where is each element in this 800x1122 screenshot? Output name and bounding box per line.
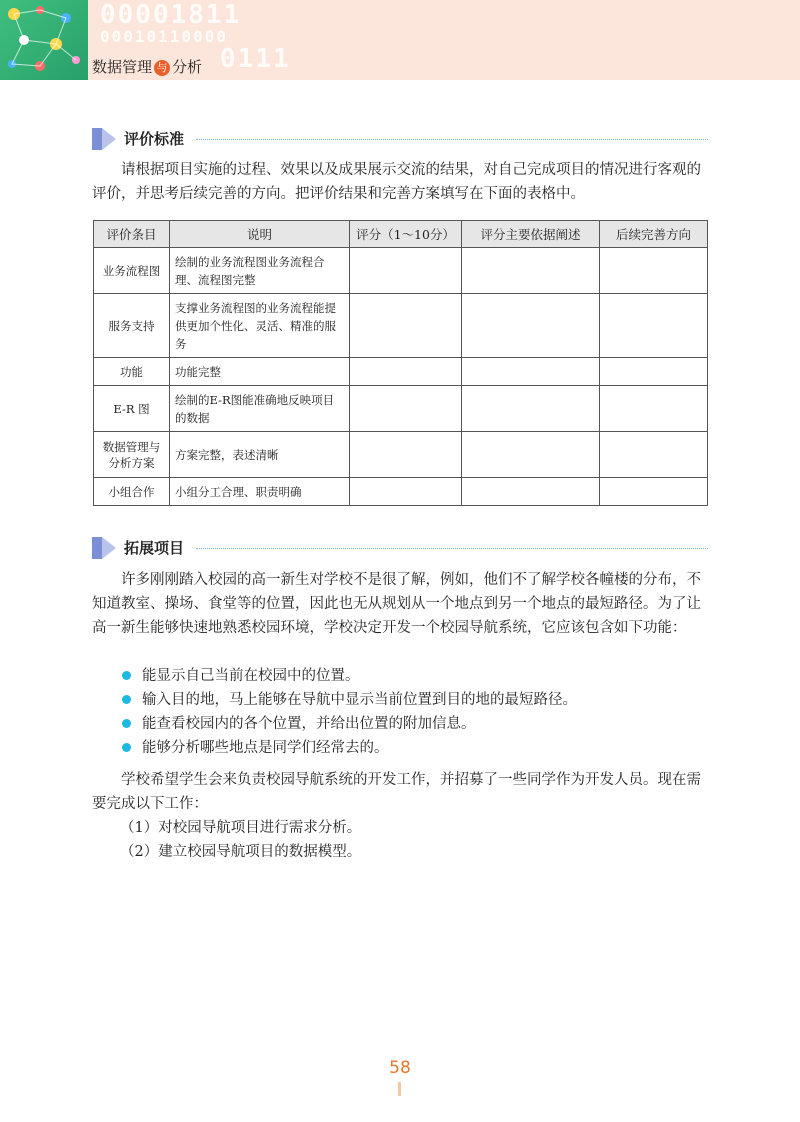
heading-divider: [196, 139, 708, 140]
eval-item: 服务支持: [94, 294, 170, 358]
column-header: 评价条目: [94, 221, 170, 248]
header-binary-decoration: 00001811 00010110000 0111: [100, 0, 291, 74]
column-header: 评分主要依据阐述: [462, 221, 600, 248]
basis-cell[interactable]: [462, 478, 600, 506]
score-cell[interactable]: [350, 248, 462, 294]
table-row: [94, 432, 708, 478]
eval-desc: 功能完整: [170, 358, 350, 386]
eval-desc: 绘制的E-R图能准确地反映项目的数据: [170, 386, 350, 432]
eval-desc: 支撑业务流程图的业务流程能提供更加个性化、灵活、精准的服务: [170, 294, 350, 358]
basis-cell[interactable]: [462, 248, 600, 294]
basis-cell[interactable]: [462, 294, 600, 358]
feature-list: [120, 664, 577, 760]
list-item: 能查看校园内的各个位置，并给出位置的附加信息。: [120, 712, 577, 736]
improvement-cell[interactable]: [600, 478, 708, 506]
basis-cell[interactable]: [462, 432, 600, 478]
table-row: [94, 294, 708, 358]
eval-item: E-R 图: [94, 386, 170, 432]
eval-item: 小组合作: [94, 478, 170, 506]
table-row: [94, 386, 708, 432]
eval-item: 业务流程图: [94, 248, 170, 294]
eval-desc: 绘制的业务流程图业务流程合理、流程图完整: [170, 248, 350, 294]
eval-desc: 方案完整，表述清晰: [170, 432, 350, 478]
score-cell[interactable]: [350, 386, 462, 432]
bullet-icon: [122, 743, 131, 752]
column-header: 评分（1～10分）: [350, 221, 462, 248]
score-cell[interactable]: [350, 478, 462, 506]
score-cell[interactable]: [350, 358, 462, 386]
task-list: [120, 816, 361, 864]
section-marker-icon: [92, 128, 116, 150]
page-header: [0, 0, 800, 80]
improvement-cell[interactable]: [600, 432, 708, 478]
improvement-cell[interactable]: [600, 358, 708, 386]
improvement-cell[interactable]: [600, 294, 708, 358]
task-item: （1）对校园导航项目进行需求分析。: [120, 820, 362, 836]
page-number-tick: [398, 1082, 401, 1096]
bullet-icon: [122, 695, 131, 704]
score-cell[interactable]: [350, 432, 462, 478]
eval-item: 功能: [94, 358, 170, 386]
bullet-icon: [122, 719, 131, 728]
eval-item: 数据管理与分析方案: [94, 432, 170, 478]
extension-section-heading: [92, 535, 708, 561]
improvement-cell[interactable]: [600, 248, 708, 294]
section-marker-icon: [92, 537, 116, 559]
page-number: 58: [389, 1058, 411, 1078]
column-header: 后续完善方向: [600, 221, 708, 248]
extension-heading: 拓展项目: [124, 539, 185, 557]
basis-cell[interactable]: [462, 358, 600, 386]
basis-cell[interactable]: [462, 386, 600, 432]
column-header: 说明: [170, 221, 350, 248]
list-item: 输入目的地，马上能够在导航中显示当前位置到目的地的最短路径。: [120, 688, 577, 712]
extension-paragraph-2: 学校希望学生会来负责校园导航系统的开发工作，并招募了一些同学作为开发人员。现在需要完成以下工作：: [92, 772, 701, 812]
table-header-row: [94, 221, 708, 248]
heading-divider: [196, 548, 708, 549]
task-item: （2）建立校园导航项目的数据模型。: [120, 844, 362, 860]
eval-desc: 小组分工合理、职责明确: [170, 478, 350, 506]
evaluation-section-heading: [92, 126, 708, 152]
header-illustration: [0, 0, 88, 80]
table-row: [94, 248, 708, 294]
list-item: 能显示自己当前在校园中的位置。: [120, 664, 577, 688]
evaluation-intro: 请根据项目实施的过程、效果以及成果展示交流的结果，对自己完成项目的情况进行客观的评价，并思考后续完善的方向。把评价结果和完善方案填写在下面的表格中。: [92, 162, 701, 202]
improvement-cell[interactable]: [600, 386, 708, 432]
table-row: [94, 358, 708, 386]
list-item: 能够分析哪些地点是同学们经常去的。: [120, 736, 577, 760]
book-title: 数据管理 与 分析: [92, 58, 203, 76]
score-cell[interactable]: [350, 294, 462, 358]
table-row: [94, 478, 708, 506]
evaluation-table: [93, 220, 708, 506]
extension-paragraph-1: 许多刚刚踏入校园的高一新生对学校不是很了解，例如，他们不了解学校各幢楼的分布，不知道教室、操场、食堂等的位置，因此也无从规划从一个地点到另一个地点的最短路径。为了让高一新生能够快速地熟悉校园环境，学校决定开发一个校园导航系统，它应该包含如下功能：: [92, 572, 701, 636]
bullet-icon: [122, 671, 131, 680]
evaluation-heading: 评价标准: [124, 130, 185, 148]
